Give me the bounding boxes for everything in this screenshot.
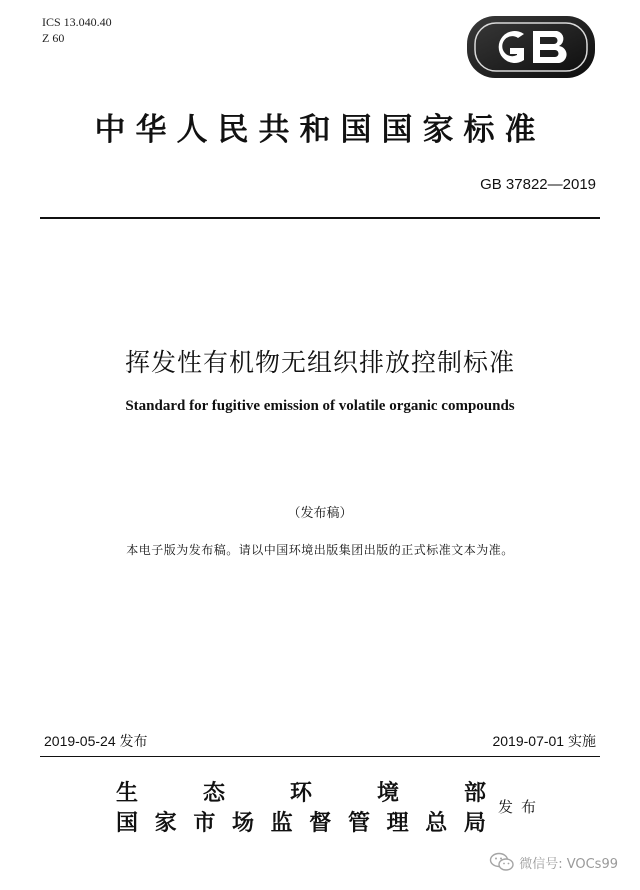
issuer-char: 国 <box>116 811 139 836</box>
implementation-date: 2019-07-01 实施 <box>492 733 596 749</box>
issuer-char: 部 <box>463 781 486 806</box>
issuer-char: 督 <box>309 811 332 836</box>
watermark-text: 微信号: VOCs99 <box>519 856 618 872</box>
issuer-char: 总 <box>425 811 448 836</box>
issuer-ministry <box>116 776 486 807</box>
gb-logo <box>466 14 596 80</box>
issuer-char: 监 <box>270 811 293 836</box>
release-date: 2019-05-24 发布 <box>44 733 148 749</box>
draft-label: （发布稿） <box>287 506 353 521</box>
bottom-divider <box>40 756 600 757</box>
national-standard-heading: 中华人民共和国国家标准 <box>94 112 546 148</box>
issuer-administration <box>116 806 486 837</box>
issuer-char: 理 <box>386 811 409 836</box>
issuer-char: 市 <box>193 811 216 836</box>
document-title-zh: 挥发性有机物无组织排放控制标准 <box>124 348 515 377</box>
issuer-char: 家 <box>154 811 177 836</box>
wechat-watermark <box>489 852 618 872</box>
issuer-char: 局 <box>463 811 486 836</box>
issuer-char: 生 <box>116 781 139 806</box>
issuer-char: 境 <box>376 781 399 806</box>
category-code: Z 60 <box>42 31 65 45</box>
issue-word: 发布 <box>498 798 545 816</box>
wechat-icon <box>489 852 515 872</box>
issuer-char: 态 <box>202 781 225 806</box>
edition-notice: 本电子版为发布稿。请以中国环境出版集团出版的正式标准文本为准。 <box>126 543 514 557</box>
document-title-en: Standard for fugitive emission of volatile organic compounds <box>125 398 515 414</box>
issuer-char: 场 <box>231 811 254 836</box>
standard-number: GB 37822—2019 <box>480 176 596 193</box>
ics-code: ICS 13.040.40 <box>42 15 112 29</box>
issuer-char: 管 <box>347 811 370 836</box>
issuer-char: 环 <box>289 781 312 806</box>
top-divider <box>40 217 600 219</box>
